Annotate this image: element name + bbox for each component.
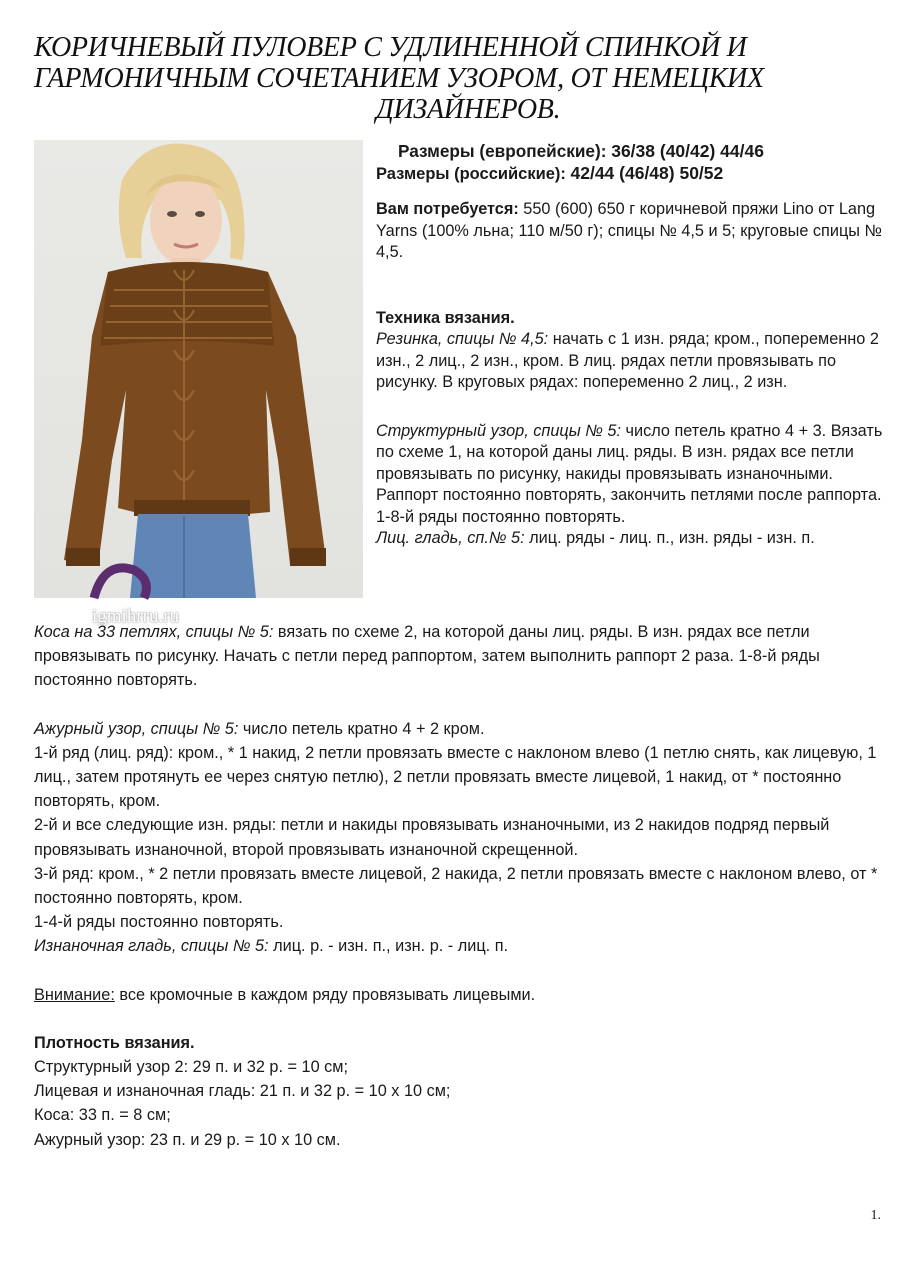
gauge-lace: Ажурный узор: 23 п. и 29 р. = 10 х 10 см. — [34, 1130, 341, 1149]
lace-row-1: 1-й ряд (лиц. ряд): кром., * 1 накид, 2 петли провязать вместе с наклоном влево (1 петлю снять, как лицевую, 1 лиц., затем протянуть ее через снятую петлю), 2 петли провязать вместе лицевой, 1 накид, от * постоянно повторять, кром. — [34, 743, 877, 811]
title-line-2: ГАРМОНИЧНЫМ СОЧЕТАНИЕМ УЗОРОМ, ОТ НЕМЕЦКИХ — [34, 63, 764, 94]
sizes-european: Размеры (европейские): 36/38 (40/42) 44/46 — [398, 141, 764, 161]
lace-row-3: 3-й ряд: кром., * 2 петли провязать вместе лицевой, 2 накида, 2 петли провязать вместе с наклоном влево, от * постоянно повторять, кром. — [34, 864, 878, 908]
cable-instruction: Коса на 33 петлях, спицы № 5: вязать по схеме 2, на которой даны лиц. ряды. В изн. рядах все петли провязывать по рисунку. Начать с петли перед раппортом, затем выполнить раппорт 2 раза. 1-8-й ряды постоянно повторять. — [34, 623, 820, 690]
materials-label: Вам потребуется: — [376, 200, 519, 218]
reverse-stockinette-instruction: Изнаночная гладь, спицы № 5: лиц. р. - изн. п., изн. р. - лиц. п. — [34, 937, 509, 956]
sweater-photo — [34, 140, 363, 627]
model-illustration — [34, 140, 363, 598]
structure-pattern-instruction: Структурный узор, спицы № 5: число петель кратно 4 + 3. Вязать по схеме 1, на которой даны лиц. ряды. В изн. рядах все петли провязывать по рисунку, накиды провязывать изнаночными. Раппорт постоянно повторять, закончить петлями после раппорта. 1-8-й ряды постоянно повторять. — [376, 421, 883, 526]
attention-note: Внимание: все кромочные в каждом ряду провязывать лицевыми. — [34, 985, 536, 1004]
instructions-body — [34, 620, 894, 1152]
page-title — [34, 32, 884, 125]
lace-instruction: Ажурный узор, спицы № 5: число петель кратно 4 + 2 кром. — [34, 719, 485, 738]
stockinette-instruction: Лиц. гладь, сп.№ 5: лиц. ряды - лиц. п., изн. ряды - изн. п. — [376, 529, 815, 547]
sizes-russian: Размеры (российские): 42/44 (46/48) 50/52 — [376, 163, 724, 183]
materials: Вам потребуется: 550 (600) 650 г коричневой пряжи Lino от Lang Yarns (100% льна; 110 м/50 г); спицы № 4,5 и 5; круговые спицы № 4,5. — [376, 200, 882, 261]
gauge-structure: Структурный узор 2: 29 п. и 32 р. = 10 см; — [34, 1058, 349, 1077]
gauge-cable: Коса: 33 п. = 8 см; — [34, 1106, 171, 1125]
rib-instruction: Резинка, спицы № 4,5: начать с 1 изн. ряда; кром., попеременно 2 изн., 2 лиц., 2 изн., кром. В лиц. рядах петли провязывать по рисунку. В круговых рядах: попеременно 2 лиц., 2 изн. — [376, 330, 879, 391]
technique-heading: Техника вязания. — [376, 308, 515, 327]
gauge-heading: Плотность вязания. — [34, 1033, 195, 1052]
intro-column — [376, 140, 896, 550]
lace-repeat: 1-4-й ряды постоянно повторять. — [34, 913, 284, 932]
title-line-1: КОРИЧНЕВЫЙ ПУЛОВЕР С УДЛИНЕННОЙ СПИНКОЙ И — [34, 32, 747, 63]
page-number: 1. — [870, 1208, 881, 1223]
watermark: igmihrru.ru — [92, 606, 180, 627]
lace-row-2: 2-й и все следующие изн. ряды: петли и накиды провязывать изнаночными, из 2 накидов подряд первый провязывать изнаночной, второй провязывать изнаночной скрещенной. — [34, 816, 830, 859]
gauge-stockinette: Лицевая и изнаночная гладь: 21 п. и 32 р. = 10 х 10 см; — [34, 1082, 451, 1101]
title-line-3: ДИЗАЙНЕРОВ. — [376, 94, 561, 125]
